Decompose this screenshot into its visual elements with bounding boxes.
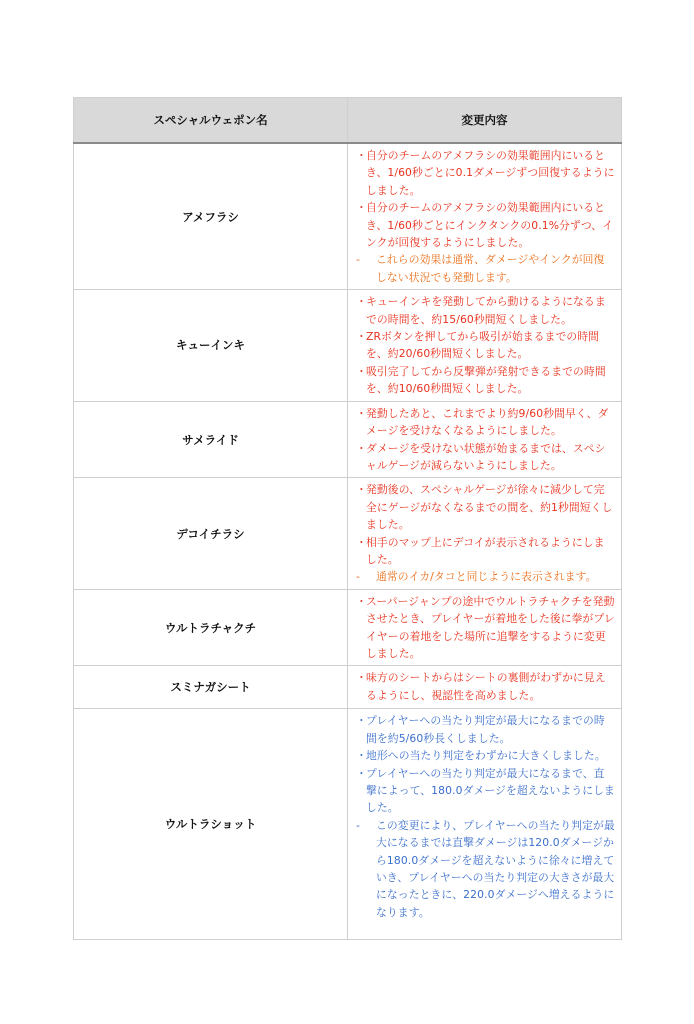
change-item [354, 669, 615, 704]
change-item [354, 405, 615, 440]
dot-bullet: ・ [356, 671, 367, 685]
weapon-name-cell: ウルトラショット [74, 709, 348, 940]
change-item [354, 328, 615, 363]
dash-bullet: - [356, 253, 360, 267]
dot-bullet: ・ [356, 749, 367, 763]
change-details-cell [348, 290, 622, 401]
change-details-cell [348, 666, 622, 709]
change-item-text: プレイヤーへの当たり判定が最大になるまで、直撃によって、180.0ダメージを超えないようにしました。 [366, 766, 615, 815]
dot-bullet: ・ [356, 441, 367, 455]
change-item [354, 251, 615, 286]
change-item [354, 765, 615, 817]
header-change-details: 変更内容 [348, 98, 622, 144]
change-item [354, 593, 615, 663]
table-row [74, 589, 622, 666]
weapon-name-cell: スミナガシート [74, 666, 348, 709]
table-row [74, 666, 622, 709]
change-item-text: 吸引完了してから反撃弾が発射できるまでの時間を、約10/60秒間短くしました。 [366, 364, 606, 396]
change-details-cell [348, 589, 622, 666]
header-weapon-name: スペシャルウェポン名 [74, 98, 348, 144]
dot-bullet: ・ [356, 406, 367, 420]
change-details-cell [348, 401, 622, 478]
change-item-text: 発動後の、スペシャルゲージが徐々に減少して完全にゲージがなくなるまでの間を、約1秒間短くしました。 [366, 483, 613, 532]
change-item-text: ダメージを受けない状態が始まるまでは、スペシャルゲージが減らないようにしました。 [366, 441, 606, 472]
change-item-text: 味方のシートからはシートの裏側がわずかに見えるようにし、視認性を高めました。 [366, 671, 606, 702]
dot-bullet: ・ [356, 330, 367, 344]
change-item [354, 147, 615, 199]
table-header-row [74, 98, 622, 144]
change-item-text: これらの効果は通常、ダメージやインクが回復しない状況でも発動します。 [376, 253, 605, 284]
table-row [74, 478, 622, 589]
dash-bullet: - [356, 818, 360, 832]
dot-bullet: ・ [356, 364, 367, 378]
change-item [354, 293, 615, 328]
table-row [74, 143, 622, 290]
weapon-name-cell: キューインキ [74, 290, 348, 401]
dot-bullet: ・ [356, 594, 367, 608]
dot-bullet: ・ [356, 483, 367, 497]
change-item-text: 自分のチームのアメフラシの効果範囲内にいるとき、1/60秒ごとにインクタンクの0.1%分ずつ、インクが回復するようにしました。 [366, 201, 614, 250]
weapon-name-cell: デコイチラシ [74, 478, 348, 589]
table-row [74, 290, 622, 401]
change-item-text: プレイヤーへの当たり判定が最大になるまでの時間を約5/60秒長くしました。 [366, 714, 605, 745]
change-item-text: 発動したあと、これまでより約9/60秒間早く、ダメージを受けなくなるようにしました。 [366, 406, 609, 438]
change-item [354, 747, 615, 764]
special-weapon-changes-table [73, 97, 622, 940]
change-details-cell [348, 709, 622, 940]
change-item [354, 712, 615, 747]
change-item-text: スーパージャンプの途中でウルトラチャクチを発動させたとき、プレイヤーが着地をした後に拳がプレイヤーの着地をした場所に追撃をするように変更しました。 [366, 594, 615, 660]
dot-bullet: ・ [356, 201, 367, 215]
weapon-name-cell: サメライド [74, 401, 348, 478]
weapon-name-cell: ウルトラチャクチ [74, 589, 348, 666]
dot-bullet: ・ [356, 535, 367, 549]
dash-bullet: - [356, 570, 360, 584]
change-item [354, 568, 615, 585]
change-item [354, 440, 615, 475]
weapon-name-cell: アメフラシ [74, 143, 348, 290]
dot-bullet: ・ [356, 714, 367, 728]
change-item [354, 363, 615, 398]
change-details-cell [348, 478, 622, 589]
change-item [354, 481, 615, 533]
change-item-text: 地形への当たり判定をわずかに大きくしました。 [366, 749, 606, 763]
change-item-text: ZRボタンを押してから吸引が始まるまでの時間を、約20/60秒間短くしました。 [366, 330, 600, 361]
dot-bullet: ・ [356, 295, 367, 309]
change-item-text: キューインキを発動してから動けるようになるまでの時間を、約15/60秒間短くしました。 [366, 295, 606, 326]
change-details-cell [348, 143, 622, 290]
dot-bullet: ・ [356, 149, 367, 162]
change-item [354, 199, 615, 251]
change-item [354, 817, 615, 921]
change-item-text: 通常のイカ/タコと同じように表示されます。 [376, 570, 597, 584]
table-row [74, 401, 622, 478]
change-item-text: 自分のチームのアメフラシの効果範囲内にいるとき、1/60秒ごとに0.1ダメージずつ回復するようにしました。 [366, 149, 615, 197]
table-row [74, 709, 622, 940]
dot-bullet: ・ [356, 766, 367, 780]
change-item [354, 534, 615, 569]
change-item-text: この変更により、プレイヤーへの当たり判定が最大になるまでは直撃ダメージは120.0ダメージから180.0ダメージを超えないように徐々に増えていき、プレイヤーへの当たり判定の大きさが最大になったときに、220.0ダメージへ増えるようになります。 [376, 818, 615, 919]
change-item-text: 相手のマップ上にデコイが表示されるようにしました。 [366, 535, 605, 566]
